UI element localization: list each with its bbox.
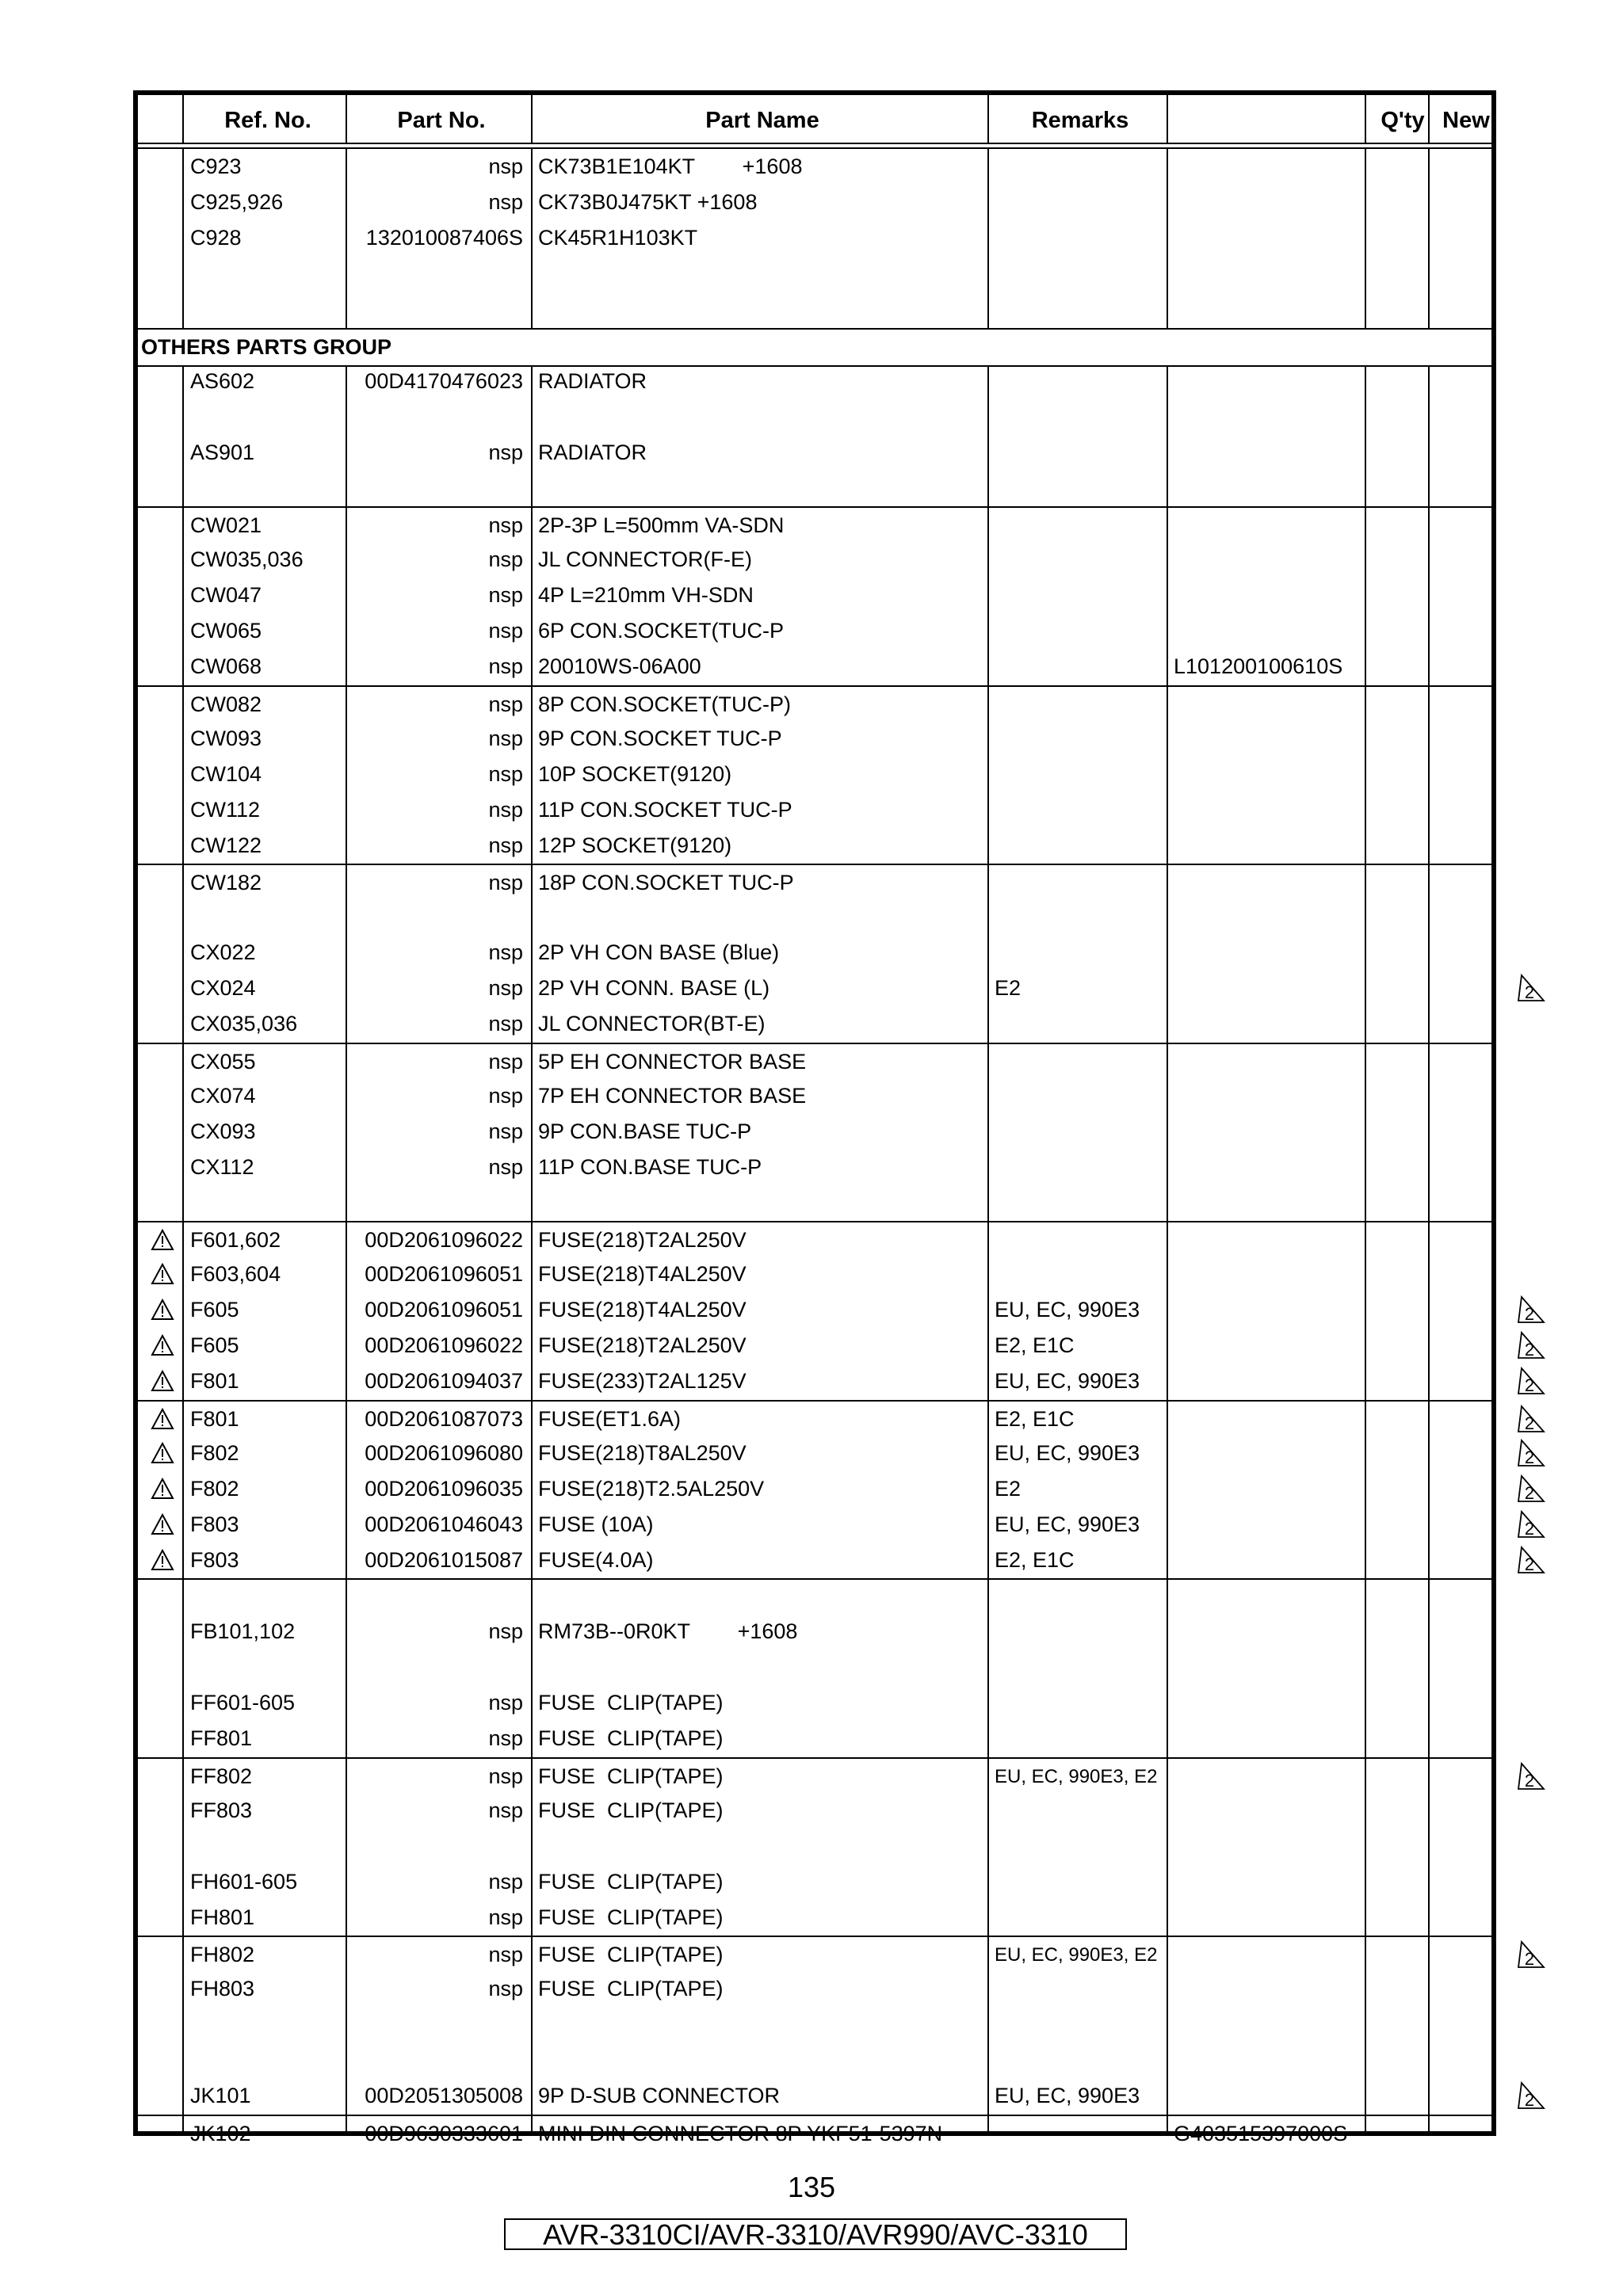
safety-warning-icon: [151, 1478, 174, 1500]
part-no-cell: 00D2051305008: [365, 2084, 523, 2108]
header-double-rule: [138, 143, 1491, 149]
part-name-cell: [536, 899, 991, 935]
ref-no-cell: CW182: [190, 871, 262, 894]
ref-no-cell: CX093: [190, 1119, 256, 1143]
table-row: [138, 1650, 1491, 1685]
ref-no-cell: F601,602: [190, 1228, 281, 1252]
part-name-cell: 18P CON.SOCKET TUC-P: [538, 871, 794, 894]
table-row: [138, 185, 1491, 220]
part-no-cell: [350, 2007, 526, 2042]
table-row: [138, 435, 1491, 471]
ref-no-cell: [188, 1185, 350, 1221]
part-name-cell: FUSE(218)T8AL250V: [538, 1440, 747, 1465]
revision-number: 2: [1524, 982, 1535, 1003]
part-no-cell: nsp: [488, 154, 523, 178]
part-name-cell: FUSE CLIP(TAPE): [538, 1905, 724, 1929]
ref-no-cell: CX035,036: [190, 1012, 298, 1036]
ref-no-cell: FB101,102: [190, 1619, 296, 1644]
part-no-cell: nsp: [488, 1977, 523, 2001]
revision-number: 2: [1524, 1447, 1535, 1467]
table-row: [138, 1793, 1491, 1829]
table-row: [138, 757, 1491, 792]
part-no-cell: nsp: [488, 976, 523, 1001]
ref-no-cell: F603,604: [190, 1262, 281, 1287]
ref-no-cell: C923: [190, 154, 242, 178]
table-row: [138, 685, 1491, 723]
part-no-cell: 00D9630333601: [365, 2121, 523, 2145]
part-no-cell: 00D2061096080: [365, 1440, 523, 1465]
part-name-cell: RADIATOR: [538, 440, 647, 464]
part-no-cell: nsp: [488, 726, 523, 750]
part-no-cell: nsp: [488, 1083, 523, 1108]
table-row: [138, 828, 1491, 864]
safety-warning-icon: [151, 1408, 174, 1430]
remarks-cell: EU, EC, 990E3, E2: [995, 1944, 1158, 1966]
part-name-cell: FUSE CLIP(TAPE): [538, 1869, 724, 1894]
part-no-cell: nsp: [488, 692, 523, 716]
table-row: [138, 864, 1491, 901]
part-name-cell: 11P CON.BASE TUC-P: [538, 1154, 762, 1179]
revision-mark-icon: [1515, 1437, 1547, 1469]
ref-no-cell: FH803: [190, 1977, 255, 2001]
revision-mark-icon: [1515, 1294, 1547, 1325]
remarks-cell: E2: [995, 976, 1022, 1001]
part-no-cell: nsp: [488, 190, 523, 215]
ref-no-cell: F803: [190, 1512, 239, 1536]
table-row: [138, 1043, 1491, 1080]
table-row: [138, 1257, 1491, 1292]
revision-number: 2: [1524, 1518, 1535, 1539]
part-no-cell: 00D2061087073: [365, 1406, 523, 1431]
ref-no-cell: [188, 292, 350, 327]
part-no-cell: nsp: [488, 1154, 523, 1179]
part-no-cell: nsp: [488, 1905, 523, 1929]
alt-part-no-cell: L101200100610S: [1174, 654, 1343, 679]
part-no-cell: nsp: [488, 1691, 523, 1715]
safety-warning-icon: [151, 1334, 174, 1356]
ref-no-cell: CW068: [190, 654, 262, 679]
part-name-cell: FUSE(218)T2AL250V: [538, 1333, 747, 1358]
part-name-cell: 9P CON.SOCKET TUC-P: [538, 726, 782, 750]
ref-no-cell: [188, 256, 350, 292]
part-name-cell: 10P SOCKET(9120): [538, 761, 732, 786]
table-row: [138, 578, 1491, 613]
group-label: OTHERS PARTS GROUP: [141, 334, 392, 359]
part-no-cell: nsp: [488, 654, 523, 679]
part-no-cell: nsp: [488, 1943, 523, 1966]
revision-mark-icon: [1515, 1508, 1547, 1540]
part-no-cell: 00D2061096035: [365, 1476, 523, 1501]
ref-no-cell: [188, 1829, 350, 1864]
ref-no-cell: [188, 1650, 350, 1685]
part-name-cell: RADIATOR: [538, 368, 647, 393]
part-no-cell: nsp: [488, 1869, 523, 1894]
part-no-cell: 00D2061015087: [365, 1547, 523, 1572]
revision-number: 2: [1524, 2090, 1535, 2111]
part-no-cell: nsp: [488, 547, 523, 572]
remarks-cell: E2, E1C: [995, 1333, 1075, 1358]
table-row: [138, 292, 1491, 327]
table-row: [138, 1006, 1491, 1042]
table-row: [138, 2115, 1491, 2152]
ref-no-cell: CX055: [190, 1049, 256, 1074]
ref-no-cell: CW047: [190, 583, 262, 608]
part-no-cell: [350, 1580, 526, 1615]
ref-no-cell: F801: [190, 1369, 239, 1394]
safety-warning-icon: [151, 1370, 174, 1392]
ref-no-cell: F605: [190, 1333, 239, 1358]
part-name-cell: 8P CON.SOCKET(TUC-P): [538, 692, 792, 716]
part-no-cell: nsp: [488, 833, 523, 857]
part-name-cell: RM73B--0R0KT +1608: [538, 1619, 798, 1644]
part-no-cell: 00D2061046043: [365, 1512, 523, 1536]
remarks-cell: EU, EC, 990E3: [995, 1298, 1140, 1322]
table-row: [138, 1685, 1491, 1721]
part-no-cell: nsp: [488, 1726, 523, 1751]
remarks-cell: EU, EC, 990E3: [995, 2084, 1140, 2108]
part-name-cell: FUSE (10A): [538, 1512, 654, 1536]
part-name-cell: 2P VH CON BASE (Blue): [538, 940, 780, 965]
revision-mark-icon: [1515, 1329, 1547, 1361]
table-row: [138, 721, 1491, 757]
safety-warning-icon: [151, 1442, 174, 1464]
ref-no-cell: [188, 471, 350, 506]
ref-no-cell: AS602: [190, 368, 255, 393]
header-blank: [1171, 95, 1369, 146]
ref-no-cell: AS901: [190, 440, 255, 464]
part-no-cell: nsp: [488, 761, 523, 786]
ref-no-cell: F803: [190, 1547, 239, 1572]
table-row: [138, 1185, 1491, 1221]
part-name-cell: FUSE CLIP(TAPE): [538, 1691, 724, 1715]
revision-mark-icon: [1515, 1473, 1547, 1505]
part-name-cell: FUSE(4.0A): [538, 1547, 654, 1572]
safety-warning-icon: [151, 1513, 174, 1535]
part-no-cell: [350, 471, 526, 506]
ref-no-cell: CW122: [190, 833, 262, 857]
ref-no-cell: FH601-605: [190, 1869, 298, 1894]
part-name-cell: MINI DIN CONNECTOR 8P YKF51-5397N: [538, 2121, 943, 2145]
ref-no-cell: F802: [190, 1476, 239, 1501]
ref-no-cell: FF801: [190, 1726, 253, 1751]
table-row: [138, 1757, 1535, 1794]
part-no-cell: 132010087406S: [365, 226, 523, 250]
ref-no-cell: F801: [190, 1406, 239, 1431]
part-name-cell: JL CONNECTOR(BT-E): [538, 1012, 766, 1036]
part-name-cell: [536, 2042, 991, 2078]
part-name-cell: [536, 1829, 991, 1864]
table-row: [138, 506, 1491, 543]
table-row: [138, 1363, 1535, 1399]
table-row: [138, 1936, 1535, 1973]
revision-number: 2: [1524, 1413, 1535, 1433]
ref-no-cell: CW021: [190, 513, 262, 537]
header-part-no: Part No.: [397, 107, 486, 133]
revision-number: 2: [1524, 1554, 1535, 1574]
ref-no-cell: FH801: [190, 1905, 255, 1929]
ref-no-cell: JK101: [190, 2084, 251, 2108]
part-no-cell: 00D4170476023: [365, 368, 523, 393]
ref-no-cell: FF601-605: [190, 1691, 296, 1715]
part-name-cell: 12P SOCKET(9120): [538, 833, 732, 857]
table-row: [138, 1578, 1491, 1615]
part-name-cell: [536, 256, 991, 292]
ref-no-cell: CW104: [190, 761, 262, 786]
table-row: [138, 1507, 1535, 1543]
ref-no-cell: F802: [190, 1440, 239, 1465]
part-name-cell: FUSE(218)T4AL250V: [538, 1298, 747, 1322]
table-row: [138, 471, 1491, 506]
revision-mark-icon: [1515, 972, 1547, 1004]
part-name-cell: [536, 1580, 991, 1615]
ref-no-cell: CW112: [190, 797, 261, 822]
part-no-cell: nsp: [488, 1119, 523, 1143]
part-no-cell: [350, 292, 526, 327]
ref-no-cell: [188, 2042, 350, 2078]
table-row: [138, 2078, 1535, 2114]
header-part-name: Part Name: [705, 107, 819, 133]
alt-part-no-cell: G403515397000S: [1174, 2121, 1348, 2145]
part-no-cell: [350, 1650, 526, 1685]
table-row: [138, 1114, 1491, 1150]
part-no-cell: 00D2061096051: [365, 1298, 523, 1322]
part-name-cell: FUSE CLIP(TAPE): [538, 1943, 724, 1966]
table-row: [138, 1328, 1535, 1363]
table-row: [138, 1292, 1535, 1328]
table-row: [138, 1829, 1491, 1864]
ref-no-cell: C925,926: [190, 190, 284, 215]
part-no-cell: [350, 399, 526, 435]
part-name-cell: FUSE(233)T2AL125V: [538, 1369, 747, 1394]
part-name-cell: FUSE CLIP(TAPE): [538, 1726, 724, 1751]
part-name-cell: JL CONNECTOR(F-E): [538, 547, 752, 572]
page-number: 135: [787, 2171, 836, 2203]
part-no-cell: [350, 256, 526, 292]
table-row: [138, 1436, 1535, 1471]
part-no-cell: [350, 2042, 526, 2078]
safety-warning-icon: [151, 1549, 174, 1571]
part-name-cell: FUSE(218)T2.5AL250V: [538, 1476, 765, 1501]
ref-no-cell: CX112: [190, 1154, 254, 1179]
table-row: [138, 613, 1491, 649]
remarks-cell: EU, EC, 990E3, E2: [995, 1765, 1158, 1787]
revision-number: 2: [1524, 1304, 1535, 1325]
revision-mark-icon: [1515, 1544, 1547, 1576]
ref-no-cell: [188, 399, 350, 435]
part-name-cell: FUSE(218)T2AL250V: [538, 1228, 747, 1252]
table-row: [138, 1150, 1491, 1185]
ref-no-cell: [188, 2007, 350, 2042]
header-ref-no: Ref. No.: [224, 107, 311, 133]
revision-mark-icon: [1515, 1403, 1547, 1435]
table-row: [138, 364, 1491, 399]
table-row: [138, 1400, 1535, 1437]
ref-no-cell: JK102: [190, 2121, 251, 2145]
part-no-cell: nsp: [488, 1798, 523, 1822]
header-new: New: [1442, 107, 1490, 133]
part-name-cell: 9P CON.BASE TUC-P: [538, 1119, 752, 1143]
part-no-cell: nsp: [488, 1764, 523, 1788]
ref-no-cell: F605: [190, 1298, 239, 1322]
part-name-cell: FUSE(218)T4AL250V: [538, 1262, 747, 1287]
part-no-cell: nsp: [488, 1049, 523, 1074]
part-name-cell: 5P EH CONNECTOR BASE: [538, 1049, 807, 1074]
table-row: [138, 2042, 1491, 2078]
revision-mark-icon: [1515, 1939, 1547, 1970]
part-name-cell: FUSE CLIP(TAPE): [538, 1764, 724, 1788]
table-row: [138, 649, 1491, 685]
model-name: AVR-3310CI/AVR-3310/AVR990/AVC-3310: [504, 2218, 1127, 2250]
table-row: [138, 1971, 1491, 2007]
part-name-cell: 20010WS-06A00: [538, 654, 701, 679]
ref-no-cell: FH802: [190, 1943, 255, 1966]
table-row: [138, 792, 1491, 828]
part-no-cell: 00D2061096051: [365, 1262, 523, 1287]
table-row: [138, 149, 1491, 185]
parts-list-table: [133, 90, 1535, 2145]
table-row: [138, 399, 1491, 435]
table-row: [138, 220, 1491, 256]
part-no-cell: nsp: [488, 940, 523, 965]
ref-no-cell: [188, 899, 350, 935]
header-remarks: Remarks: [1031, 107, 1129, 133]
table-row: [138, 1221, 1491, 1258]
remarks-cell: EU, EC, 990E3: [995, 1369, 1140, 1394]
part-no-cell: 00D2061094037: [365, 1369, 523, 1394]
revision-mark-icon: [1515, 2080, 1547, 2111]
ref-no-cell: CX024: [190, 976, 256, 1001]
part-no-cell: nsp: [488, 871, 523, 894]
part-name-cell: 6P CON.SOCKET(TUC-P: [538, 619, 785, 643]
part-no-cell: 00D2061096022: [365, 1333, 523, 1358]
part-no-cell: nsp: [488, 583, 523, 608]
table-row: [138, 1721, 1491, 1756]
table-row: [138, 1614, 1491, 1650]
ref-no-cell: CW065: [190, 619, 262, 643]
part-no-cell: [350, 899, 526, 935]
safety-warning-icon: [151, 1229, 174, 1251]
part-no-cell: [350, 1829, 526, 1864]
table-row: [138, 1471, 1535, 1507]
safety-warning-icon: [151, 1299, 174, 1321]
part-name-cell: 11P CON.SOCKET TUC-P: [538, 797, 792, 822]
remarks-cell: E2: [995, 1476, 1022, 1501]
ref-no-cell: CX022: [190, 940, 256, 965]
revision-number: 2: [1524, 1949, 1535, 1969]
table-row: [138, 935, 1491, 971]
table-row: [138, 542, 1491, 578]
part-name-cell: [536, 471, 991, 506]
table-row: [138, 256, 1491, 292]
header-qty: Q'ty: [1381, 107, 1425, 133]
part-name-cell: 2P-3P L=500mm VA-SDN: [538, 513, 785, 537]
part-no-cell: [350, 1185, 526, 1221]
part-no-cell: nsp: [488, 440, 523, 464]
part-name-cell: FUSE CLIP(TAPE): [538, 1798, 724, 1822]
ref-no-cell: FF803: [190, 1798, 253, 1822]
part-name-cell: [536, 2007, 991, 2042]
table-row: [138, 971, 1535, 1006]
table-row: [138, 1900, 1491, 1936]
revision-number: 2: [1524, 1340, 1535, 1360]
revision-number: 2: [1524, 1482, 1535, 1503]
ref-no-cell: CW035,036: [190, 547, 304, 572]
part-name-cell: FUSE(ET1.6A): [538, 1406, 682, 1431]
part-name-cell: FUSE CLIP(TAPE): [538, 1977, 724, 2001]
revision-mark-icon: [1515, 1365, 1547, 1397]
table-row: [138, 1078, 1491, 1114]
part-name-cell: 2P VH CONN. BASE (L): [538, 976, 770, 1001]
remarks-cell: EU, EC, 990E3: [995, 1512, 1140, 1536]
part-name-cell: 9P D-SUB CONNECTOR: [538, 2084, 781, 2108]
ref-no-cell: FF802: [190, 1764, 253, 1788]
part-name-cell: [536, 1185, 991, 1221]
part-no-cell: nsp: [488, 1012, 523, 1036]
revision-number: 2: [1524, 1770, 1535, 1791]
part-no-cell: nsp: [488, 619, 523, 643]
revision-number: 2: [1524, 1375, 1535, 1396]
part-name-cell: CK73B1E104KT +1608: [538, 154, 803, 178]
group-header-row: [138, 328, 1491, 367]
table-row: [138, 899, 1491, 935]
part-no-cell: nsp: [488, 797, 523, 822]
remarks-cell: E2, E1C: [995, 1406, 1075, 1431]
part-name-cell: [536, 1650, 991, 1685]
part-name-cell: CK73B0J475KT +1608: [538, 190, 758, 215]
table-row: [138, 1543, 1535, 1578]
safety-warning-icon: [151, 1263, 174, 1285]
ref-no-cell: CW093: [190, 726, 262, 750]
table-row: [138, 2007, 1491, 2042]
part-no-cell: nsp: [488, 513, 523, 537]
remarks-cell: EU, EC, 990E3: [995, 1440, 1140, 1465]
part-name-cell: 4P L=210mm VH-SDN: [538, 583, 754, 608]
table-row: [138, 1864, 1491, 1900]
part-no-cell: 00D2061096022: [365, 1228, 523, 1252]
part-no-cell: nsp: [488, 1619, 523, 1644]
ref-no-cell: [188, 1580, 350, 1615]
part-name-cell: [536, 399, 991, 435]
revision-mark-icon: [1515, 1760, 1547, 1792]
ref-no-cell: CX074: [190, 1083, 256, 1108]
part-name-cell: CK45R1H103KT: [538, 226, 698, 250]
part-name-cell: [536, 292, 991, 327]
remarks-cell: E2, E1C: [995, 1547, 1075, 1572]
part-name-cell: 7P EH CONNECTOR BASE: [538, 1083, 807, 1108]
ref-no-cell: CW082: [190, 692, 262, 716]
ref-no-cell: C928: [190, 226, 242, 250]
